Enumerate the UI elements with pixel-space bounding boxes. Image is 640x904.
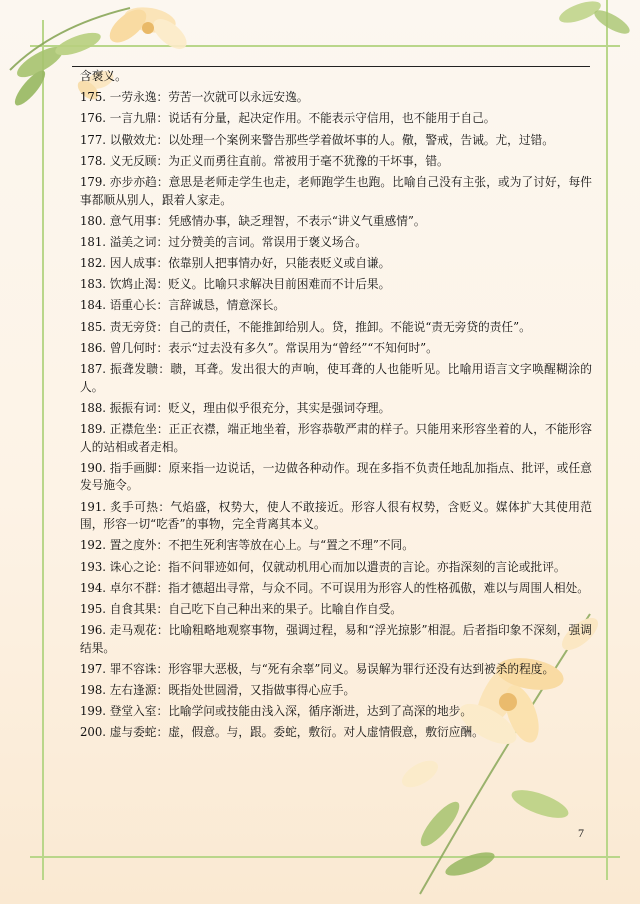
idiom-term: 187. 振聋发聩：: [80, 362, 171, 377]
idiom-term: 183. 饮鸩止渴：: [80, 277, 169, 292]
idiom-term: 192. 置之度外：: [80, 538, 169, 553]
idiom-term: 186. 曾几何时：: [80, 340, 169, 355]
idiom-term: 195. 自食其果：: [80, 601, 169, 616]
idiom-entry: [80, 400, 592, 418]
idiom-term: 185. 责无旁贷：: [80, 319, 169, 334]
entry-list: [80, 89, 592, 742]
idiom-entry: [80, 661, 592, 679]
idiom-definition: 说话有分量，起决定作用。不能表示守信用，也不能用于自己。: [168, 111, 496, 126]
idiom-entry: [80, 499, 592, 534]
idiom-entry: [80, 559, 592, 577]
header-rule: [72, 66, 590, 67]
idiom-definition: 既指处世圆滑，又指做事得心应手。: [168, 683, 356, 698]
idiom-term: 177. 以儆效尤：: [80, 132, 169, 147]
idiom-entry: [80, 153, 592, 171]
idiom-entry: [80, 460, 592, 495]
idiom-term: 200. 虚与委蛇：: [80, 725, 169, 740]
idiom-definition: 指不问罪迹如何，仅就动机用心而加以遣责的言论。亦指深刻的言论或批评。: [168, 559, 566, 574]
idiom-entry: [80, 622, 592, 657]
idiom-definition: 自己吃下自己种出来的果子。比喻自作自受。: [168, 601, 402, 616]
idiom-definition: 为正义而勇往直前。常被用于毫不犹豫的干坏事，错。: [168, 153, 449, 168]
idiom-term: 191. 炙手可热：: [80, 499, 171, 514]
idiom-entry: [80, 421, 592, 456]
idiom-entry: [80, 234, 592, 252]
flower-decoration-top-right: [550, 0, 640, 70]
idiom-entry: [80, 319, 592, 337]
idiom-definition: 指才德超出寻常，与众不同。不可误用为形容人的性格孤傲，难以与周围人相处。: [168, 580, 589, 595]
idiom-definition: 气焰盛，权势大，使人不敢接近。形容人很有权势，含贬义。媒体扩大其使用范围，形容一切“吃香”的事物，完全背离其本义。: [80, 499, 592, 532]
idiom-term: 193. 诛心之论：: [80, 559, 169, 574]
idiom-entry: [80, 724, 592, 742]
idiom-term: 176. 一言九鼎：: [80, 111, 169, 126]
idiom-definition: 不把生死利害等放在心上。与“置之不理”不同。: [168, 538, 414, 553]
idiom-entry: [80, 682, 592, 700]
frame-line-left: [42, 20, 44, 880]
continuation-text: 含褒义。: [80, 69, 127, 83]
page-number: 7: [578, 826, 584, 840]
idiom-entry: [80, 580, 592, 598]
idiom-term: 198. 左右逢源：: [80, 683, 169, 698]
idiom-definition: 以处理一个案例来警告那些学着做坏事的人。儆，警戒，告诫。尤，过错。: [168, 132, 554, 147]
idiom-entry: [80, 174, 592, 209]
idiom-entry: [80, 361, 592, 396]
idiom-definition: 凭感情办事，缺乏理智，不表示“讲义气重感情”。: [168, 213, 426, 228]
idiom-term: 190. 指手画脚：: [80, 460, 169, 475]
idiom-entry: [80, 89, 592, 107]
idiom-entry: [80, 601, 592, 619]
idiom-definition: 原来指一边说话，一边做各种动作。现在多指不负责任地乱加指点、批评，或任意发号施令。: [80, 460, 592, 493]
idiom-entry: [80, 132, 592, 150]
idiom-term: 196. 走马观花：: [80, 623, 169, 638]
idiom-definition: 意思是老师走学生也走，老师跑学生也跑。比喻自己没有主张，或为了讨好，每件事都顺从别人，跟着人家走。: [80, 174, 592, 207]
idiom-term: 197. 罪不容诛：: [80, 661, 169, 676]
idiom-definition: 贬义，理由似乎很充分，其实是强词夺理。: [168, 400, 391, 415]
idiom-entry: [80, 297, 592, 315]
idiom-definition: 依靠别人把事情办好，只能表贬义或自谦。: [168, 256, 391, 271]
idiom-term: 188. 振振有词：: [80, 400, 169, 415]
idiom-term: 194. 卓尔不群：: [80, 580, 169, 595]
idiom-definition: 形容罪大恶极，与“死有余辜”同义。易误解为罪行还没有达到被杀的程度。: [168, 661, 555, 676]
idiom-definition: 正正衣襟，端正地坐着，形容恭敬严肃的样子。只能用来形容坐着的人，不能形容人的站相或者走相。: [80, 422, 592, 454]
idiom-entry: [80, 255, 592, 273]
idiom-definition: 言辞诚恳，情意深长。: [168, 298, 286, 313]
idiom-definition: 虚，假意。与，跟。委蛇，敷衍。对人虚情假意，敷衍应酬。: [168, 725, 484, 740]
idiom-entry: [80, 537, 592, 555]
idiom-definition: 过分赞美的言词。常误用于褒义场合。: [168, 234, 367, 249]
idiom-entry: [80, 276, 592, 294]
idiom-definition: 比喻学问或技能由浅入深，循序渐进，达到了高深的地步。: [168, 704, 473, 719]
idiom-term: 182. 因人成事：: [80, 256, 169, 271]
idiom-term: 180. 意气用事：: [80, 213, 169, 228]
idiom-entry: [80, 340, 592, 358]
idiom-definition: 比喻粗略地观察事物，强调过程，易和“浮光掠影”相混。后者指印象不深刻，强调结果。: [80, 623, 592, 655]
idiom-definition: 贬义。比喻只求解决目前困难而不计后果。: [168, 277, 391, 292]
idiom-term: 189. 正襟危坐：: [80, 422, 169, 436]
idiom-term: 179. 亦步亦趋：: [80, 174, 169, 189]
idiom-term: 178. 义无反顾：: [80, 153, 169, 168]
idiom-definition: 劳苦一次就可以永远安逸。: [168, 90, 309, 105]
idiom-term: 175. 一劳永逸：: [80, 90, 169, 105]
idiom-definition: 表示“过去没有多久”。常误用为“曾经”“不知何时”。: [168, 340, 438, 355]
idiom-definition: 自己的责任，不能推卸给别人。贷，推卸。不能说“责无旁贷的责任”。: [168, 319, 531, 334]
idiom-entry: [80, 213, 592, 231]
document-body: [80, 68, 592, 746]
idiom-entry: [80, 703, 592, 721]
idiom-term: 181. 溢美之词：: [80, 234, 169, 249]
idiom-term: 199. 登堂入室：: [80, 704, 169, 719]
idiom-term: 184. 语重心长：: [80, 298, 169, 313]
idiom-entry: [80, 110, 592, 128]
idiom-definition: 聩，耳聋。发出很大的声响，使耳聋的人也能听见。比喻用语言文字唤醒糊涂的人。: [80, 362, 592, 394]
